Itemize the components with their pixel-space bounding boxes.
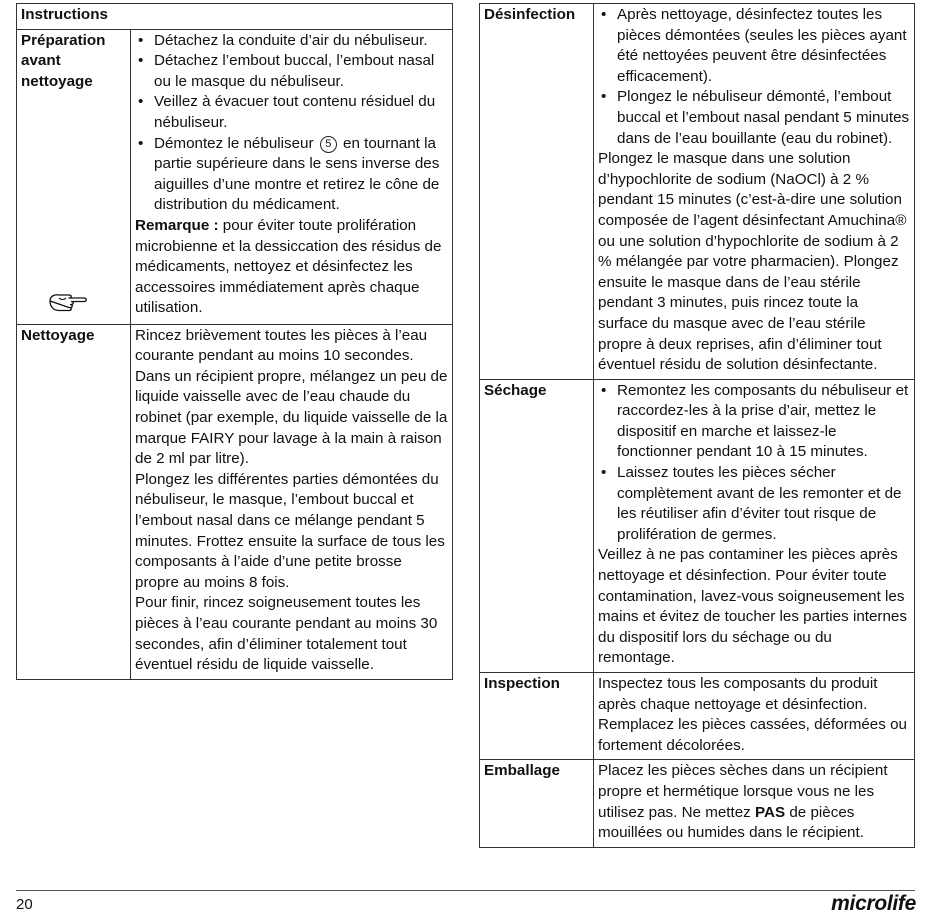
disinfection-label: Désinfection xyxy=(480,4,594,380)
paragraph: Rincez brièvement toutes les pièces à l’eau courante pendant au moins 10 secondes. xyxy=(135,326,428,365)
list-item: • Veillez à évacuer tout contenu résiduel du nébuliseur. xyxy=(135,92,449,133)
list-item: • Plongez le nébuliseur démonté, l’embout buccal et l’embout nasal pendant 5 minutes dans de l’eau bouillante (eau du robinet). xyxy=(598,87,911,149)
table-row-cleaning xyxy=(17,324,453,679)
row-content-cleaning xyxy=(131,324,453,679)
paragraph: Plongez les différentes parties démontées du nébuliseur, le masque, l’embout buccal et l’embout nasal dans ce mélange pendant 5 minutes. Frottez ensuite la surface de tous les composants à l’aide d’une petite brosse propre au moins 8 fois. xyxy=(135,470,445,591)
inspection-label: Inspection xyxy=(480,673,594,760)
paragraph: Pour finir, rincez soigneusement toutes les pièces à l’eau courante pendant au moins 30 secondes, afin d’éliminer totalement tout éventuel résidu de liquide vaisselle. xyxy=(135,594,438,674)
part-number-badge: 5 xyxy=(320,136,337,153)
remark-text: pour éviter toute prolifération microbienne et la dessiccation des résidus de médicaments, nettoyez et désinfectez les accessoires immédiatement après chaque utilisation. xyxy=(135,216,442,317)
list-item: • Laissez toutes les pièces sécher complètement avant de les remonter et de les réutiliser afin d’éviter tout risque de prolifération de germes. xyxy=(598,463,911,545)
preparation-label: Préparation avant nettoyage xyxy=(21,31,106,90)
table-row-packaging xyxy=(480,760,915,847)
list-item: • Détachez la conduite d’air du nébuliseur. xyxy=(135,31,449,52)
cleaning-label: Nettoyage xyxy=(17,324,131,679)
step-text: Démontez le nébuliseur xyxy=(154,134,314,152)
packaging-text: Placez les pièces sèches dans un récipient propre et hermétique lorsque vous ne les utilisez pas. Ne mettez xyxy=(598,762,888,821)
brand-logo: microlife xyxy=(831,892,916,915)
table-header: Instructions xyxy=(17,4,453,30)
drying-steps xyxy=(598,381,911,546)
remark xyxy=(135,216,449,319)
disinfection-steps xyxy=(598,5,911,149)
footer-divider xyxy=(16,890,915,891)
paragraph: Veillez à ne pas contaminer les pièces après nettoyage et désinfection. Pour éviter toute contamination, lavez-vous soigneusement les mains et évitez de toucher les parties internes du dispositif lors du séchage ou du remontage. xyxy=(598,546,907,667)
row-content-drying xyxy=(594,379,915,672)
table-row-disinfection xyxy=(480,4,915,380)
table-row-inspection xyxy=(480,673,915,760)
list-item: • Après nettoyage, désinfectez toutes les pièces démontées (seules les pièces ayant été nettoyées peuvent être désinfectées efficacement). xyxy=(598,5,911,87)
pointing-hand-icon xyxy=(47,289,87,320)
maintenance-table xyxy=(479,3,915,848)
packaging-label: Emballage xyxy=(480,760,594,847)
remark-label: Remarque : xyxy=(135,216,219,234)
preparation-steps xyxy=(135,31,449,216)
table-header-row xyxy=(17,4,453,30)
row-content-packaging xyxy=(594,760,915,847)
right-column xyxy=(479,3,915,848)
list-item: • Détachez l’embout buccal, l’embout nasal ou le masque du nébuliseur. xyxy=(135,51,449,92)
inspection-text: Inspectez tous les composants du produit après chaque nettoyage et désinfection. Remplacez les pièces cassées, déformées ou fortement décolorées. xyxy=(594,673,915,760)
instructions-table xyxy=(16,3,453,680)
list-item xyxy=(135,134,449,216)
paragraph: Dans un récipient propre, mélangez un peu de liquide vaisselle avec de l’eau chaude du robinet (par exemple, du liquide vaisselle de la marque FAIRY pour lavage à la main à raison de 2 ml par litre). xyxy=(135,367,448,468)
list-item: • Remontez les composants du nébuliseur et raccordez-les à la prise d’air, mettez le dispositif en marche et laissez-le fonctionner pendant 10 à 15 minutes. xyxy=(598,381,911,463)
packaging-emphasis: PAS xyxy=(755,803,786,821)
paragraph: Plongez le masque dans une solution d’hypochlorite de sodium (NaOCl) à 2 % pendant 15 minutes (c’est-à-dire une solution composée de l’agent désinfectant Amuchina® ou une solution d’hypochlorite de sodium à 2 % mélangée par votre pharmacien). Plongez ensuite le masque dans de l’eau stérile pendant 3 minutes, puis rincez toute la surface du masque avec de l’eau stérile propre à deux reprises, afin d’éliminer tout éventuel résidu de solution désinfectante. xyxy=(598,150,907,374)
drying-label: Séchage xyxy=(480,379,594,672)
left-column xyxy=(16,3,453,680)
table-row-drying xyxy=(480,379,915,672)
row-content-preparation xyxy=(131,29,453,324)
row-content-disinfection xyxy=(594,4,915,380)
page-number: 20 xyxy=(16,896,33,913)
row-label-preparation xyxy=(17,29,131,324)
step-text: en tournant la partie supérieure dans le sens inverse des aiguilles d’une montre et retirez le cône de distribution du médicament. xyxy=(154,134,440,214)
packaging-text: de pièces mouillées ou humides dans le récipient. xyxy=(598,803,864,842)
table-row-preparation xyxy=(17,29,453,324)
